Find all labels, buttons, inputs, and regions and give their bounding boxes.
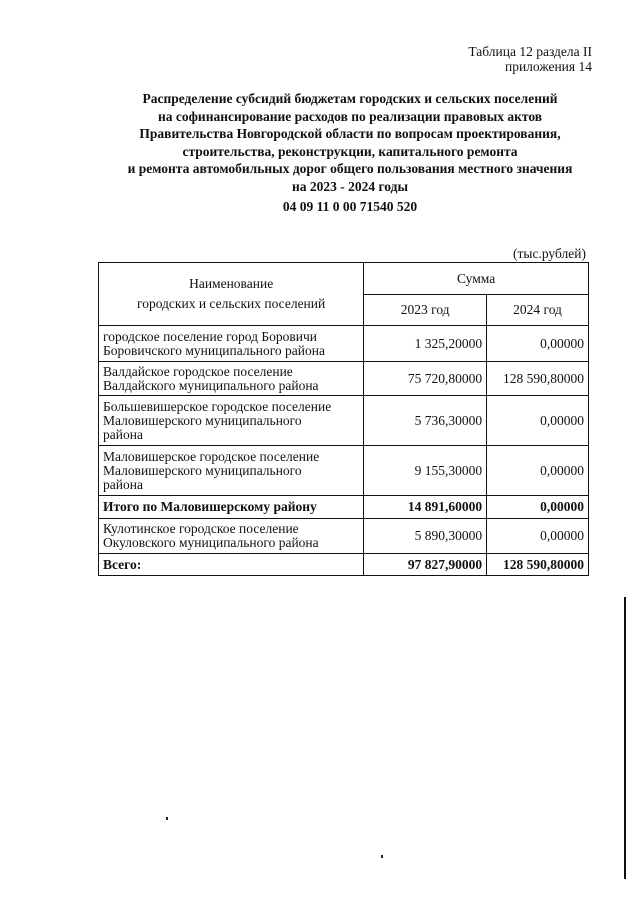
table-reference — [468, 44, 592, 74]
title-line: и ремонта автомобильных дорог общего пользования местного значения — [127, 161, 573, 176]
amount-2023-cell: 5 736,30000 — [364, 396, 487, 446]
settlement-name-cell — [99, 554, 364, 576]
header-name-line: городских и сельских поселений — [137, 296, 326, 311]
subsidy-table — [98, 262, 589, 576]
table-row — [99, 362, 589, 396]
budget-code: 04 09 11 0 00 71540 520 — [282, 199, 418, 214]
table-total-row — [99, 496, 589, 519]
settlement-name-line: Итого по Маловишерскому району — [103, 499, 317, 514]
table-row — [99, 396, 589, 446]
settlement-name-line: Валдайского муниципального района — [103, 377, 319, 393]
header-year-2024: 2024 год — [487, 295, 589, 326]
amount-2023-cell: 5 890,30000 — [364, 519, 487, 554]
amount-2023-cell: 97 827,90000 — [364, 554, 487, 576]
title-line: Распределение субсидий бюджетам городских и сельских поселений — [142, 91, 558, 106]
settlement-name-line: Маловишерское городское поселение — [103, 448, 320, 464]
settlement-name-cell — [99, 362, 364, 396]
settlement-name-line: Валдайское городское поселение — [103, 363, 293, 379]
title-line: Правительства Новгородской области по вопросам проектирования, — [139, 126, 561, 141]
settlement-name-line: Окуловского муниципального района — [103, 535, 319, 550]
settlement-name-cell — [99, 396, 364, 446]
settlement-name-line: района — [103, 476, 143, 492]
amount-2024-cell: 128 590,80000 — [487, 362, 589, 396]
amount-2024-cell: 0,00000 — [487, 446, 589, 496]
amount-2023-cell: 75 720,80000 — [364, 362, 487, 396]
amount-2023-cell: 14 891,60000 — [364, 496, 487, 519]
title-line: на софинансирование расходов по реализации правовых актов — [157, 108, 543, 124]
settlement-name-cell — [99, 496, 364, 519]
header-name-line: Наименование — [189, 276, 274, 291]
scan-speck — [381, 855, 383, 858]
settlement-name-line: Маловишерского муниципального — [103, 412, 302, 428]
settlement-name-cell — [99, 326, 364, 362]
header-sum-cell: Сумма — [364, 263, 589, 295]
settlement-name-line: Всего: — [103, 556, 142, 572]
amount-2024-cell: 0,00000 — [487, 496, 589, 519]
settlement-name-cell — [99, 519, 364, 554]
amount-2023-cell: 9 155,30000 — [364, 446, 487, 496]
table-row — [99, 446, 589, 496]
table-total-row — [99, 554, 589, 576]
table-row — [99, 519, 589, 554]
settlement-name-cell — [99, 446, 364, 496]
settlement-name-line: Маловишерского муниципального — [103, 462, 302, 478]
header-name-cell — [99, 263, 364, 326]
amount-2023-cell: 1 325,20000 — [364, 326, 487, 362]
settlement-name-line: района — [103, 426, 143, 442]
amount-2024-cell: 128 590,80000 — [487, 554, 589, 576]
margin-line — [624, 597, 626, 879]
settlement-name-line: городское поселение город Боровичи — [103, 328, 318, 344]
reference-line: приложения 14 — [504, 59, 592, 74]
title-line: строительства, реконструкции, капитального ремонта — [182, 143, 518, 159]
table-header-row — [99, 263, 589, 295]
settlement-name-line: Большевишерское городское поселение — [103, 398, 332, 414]
amount-2024-cell: 0,00000 — [487, 396, 589, 446]
amount-2024-cell: 0,00000 — [487, 326, 589, 362]
reference-line: Таблица 12 раздела II — [468, 44, 592, 59]
amount-2024-cell: 0,00000 — [487, 519, 589, 554]
settlement-name-line: Боровичского муниципального района — [103, 342, 325, 358]
units-label: (тыс.рублей) — [513, 246, 586, 261]
scan-speck — [166, 817, 168, 820]
settlement-name-line: Кулотинское городское поселение — [103, 521, 299, 536]
document-title — [90, 90, 610, 216]
table-row — [99, 326, 589, 362]
title-line: на 2023 - 2024 годы — [291, 178, 409, 194]
header-year-2023: 2023 год — [364, 295, 487, 326]
